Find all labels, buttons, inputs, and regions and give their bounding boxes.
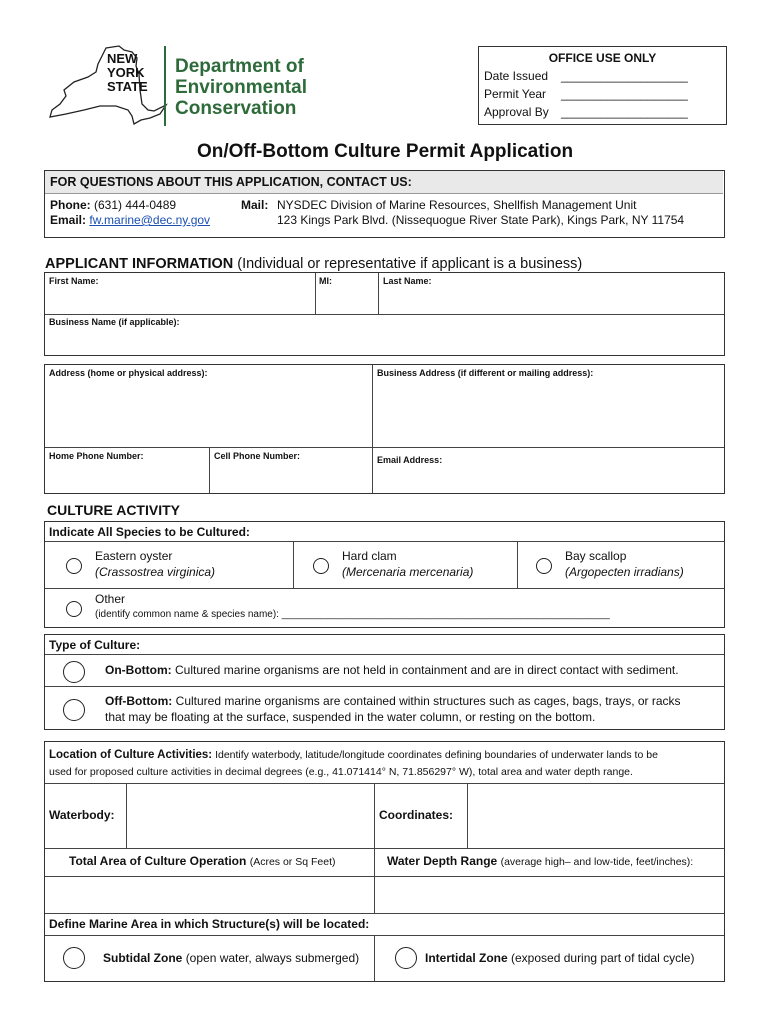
species-heading: Indicate All Species to be Cultured: xyxy=(49,525,250,539)
logo-environmental: Environmental xyxy=(175,77,307,98)
mail-label: Mail: xyxy=(241,198,269,212)
hard-clam-sci: (Mercenaria mercenaria) xyxy=(342,565,474,579)
phone-value: (631) 444-0489 xyxy=(94,198,177,212)
total-area-label: Total Area of Culture Operation xyxy=(69,854,247,868)
on-bottom-label: On-Bottom: xyxy=(105,663,172,677)
intertidal-label: Intertidal Zone xyxy=(425,951,508,965)
location-table xyxy=(44,741,725,982)
location-heading: Location of Culture Activities: xyxy=(49,749,213,761)
other-species-label: Other xyxy=(95,592,126,606)
email-link[interactable]: fw.marine@dec.ny.gov xyxy=(89,213,211,227)
subtidal-note: (open water, always submerged) xyxy=(185,951,360,965)
home-phone-field[interactable]: Home Phone Number: xyxy=(49,451,144,461)
mail-line-1: NYSDEC Division of Marine Resources, Shellfish Management Unit xyxy=(277,198,637,212)
first-name-field[interactable]: First Name: xyxy=(49,276,99,286)
contact-box xyxy=(44,170,725,238)
type-heading: Type of Culture: xyxy=(49,638,141,652)
office-use-box xyxy=(478,46,727,125)
depth-range-label: Water Depth Range xyxy=(387,854,498,868)
location-text-1: Identify waterbody, latitude/longitude coordinates defining boundaries of underwater lands to be xyxy=(215,749,658,761)
coordinates-label: Coordinates: xyxy=(379,808,454,822)
location-text-2: used for proposed culture activities in decimal degrees (e.g., 41.071414° N, 71.856297° W), total area and water depth range. xyxy=(49,766,633,778)
logo-conservation: Conservation xyxy=(175,98,297,119)
mail-line-2: 123 Kings Park Blvd. (Nissequogue River State Park), Kings Park, NY 11754 xyxy=(277,213,685,227)
permit-year-label: Permit Year xyxy=(484,87,547,101)
hard-clam-label: Hard clam xyxy=(342,549,397,563)
business-address-field[interactable]: Business Address (if different or mailing address): xyxy=(377,368,594,378)
bay-scallop-radio[interactable] xyxy=(536,558,552,574)
mi-field[interactable]: MI: xyxy=(319,276,332,286)
applicant-heading: APPLICANT INFORMATION xyxy=(45,256,234,272)
office-use-title: OFFICE USE ONLY xyxy=(548,51,657,65)
logo-york: YORK xyxy=(107,65,145,80)
applicant-table-1 xyxy=(44,272,725,356)
contact-heading: FOR QUESTIONS ABOUT THIS APPLICATION, CONTACT US: xyxy=(50,175,412,189)
depth-range-note: (average high– and low-tide, feet/inches): xyxy=(500,856,694,868)
culture-heading: CULTURE ACTIVITY xyxy=(47,502,180,518)
intertidal-note: (exposed during part of tidal cycle) xyxy=(511,951,695,965)
applicant-subheading: (Individual or representative if applicant is a business) xyxy=(237,256,583,272)
culture-type-table xyxy=(44,634,725,730)
species-table xyxy=(44,521,725,628)
date-issued-field[interactable]: ___________________ xyxy=(561,69,688,83)
business-name-field[interactable]: Business Name (if applicable): xyxy=(49,317,180,327)
on-bottom-text: Cultured marine organisms are not held in containment and are in direct contact with sediment. xyxy=(175,663,679,677)
form-title: On/Off-Bottom Culture Permit Application xyxy=(196,141,574,162)
depth-range-input[interactable] xyxy=(375,877,724,912)
coordinates-input[interactable] xyxy=(468,784,724,847)
subtidal-radio[interactable] xyxy=(63,947,85,969)
bay-scallop-sci: (Argopecten irradians) xyxy=(565,565,684,579)
logo-divider xyxy=(164,46,166,126)
logo-state: STATE xyxy=(107,79,148,94)
applicant-table-2 xyxy=(44,364,725,494)
off-bottom-text-2: that may be floating at the surface, suspended in the water column, or resting on the bottom. xyxy=(105,710,596,724)
date-issued-label: Date Issued xyxy=(484,69,549,83)
approval-by-field[interactable]: ___________________ xyxy=(561,105,688,119)
bay-scallop-label: Bay scallop xyxy=(565,549,627,563)
email-label: Email: xyxy=(50,213,87,227)
eastern-oyster-radio[interactable] xyxy=(66,558,82,574)
other-species-field[interactable]: (identify common name & species name): ___________________________________________________________ xyxy=(95,609,610,620)
cell-phone-field[interactable]: Cell Phone Number: xyxy=(214,451,301,461)
marine-area-heading: Define Marine Area in which Structure(s) will be located: xyxy=(49,917,370,931)
total-area-input[interactable] xyxy=(45,877,373,912)
eastern-oyster-label: Eastern oyster xyxy=(95,549,173,563)
logo-department: Department of xyxy=(175,56,304,77)
waterbody-label: Waterbody: xyxy=(49,808,115,822)
other-species-radio[interactable] xyxy=(66,601,82,617)
approval-by-label: Approval By xyxy=(484,105,549,119)
nys-logo xyxy=(44,40,314,130)
subtidal-label: Subtidal Zone xyxy=(103,951,183,965)
address-field[interactable]: Address (home or physical address): xyxy=(49,368,208,378)
intertidal-radio[interactable] xyxy=(395,947,417,969)
off-bottom-label: Off-Bottom: xyxy=(105,694,173,708)
off-bottom-text-1: Cultured marine organisms are contained within structures such as cages, bags, trays, or racks xyxy=(175,694,681,708)
last-name-field[interactable]: Last Name: xyxy=(383,276,432,286)
phone-label: Phone: xyxy=(50,198,91,212)
on-bottom-radio[interactable] xyxy=(63,661,85,683)
waterbody-input[interactable] xyxy=(127,784,373,847)
total-area-note: (Acres or Sq Feet) xyxy=(249,856,336,868)
off-bottom-radio[interactable] xyxy=(63,699,85,721)
permit-year-field[interactable]: ___________________ xyxy=(561,87,688,101)
hard-clam-radio[interactable] xyxy=(313,558,329,574)
logo-new: NEW xyxy=(107,51,138,66)
email-address-field[interactable]: Email Address: xyxy=(377,455,443,465)
eastern-oyster-sci: (Crassostrea virginica) xyxy=(95,565,216,579)
